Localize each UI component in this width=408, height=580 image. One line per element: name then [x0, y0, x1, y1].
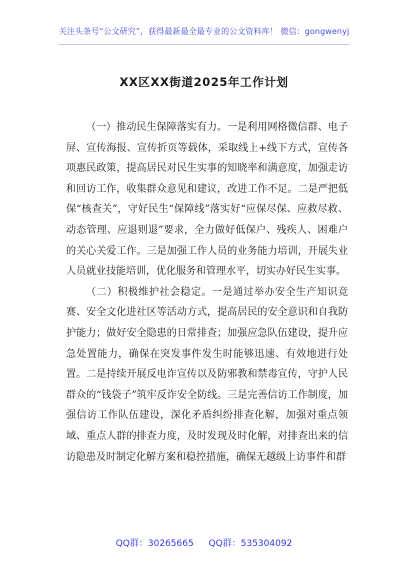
document-title: XX区XX街道2025年工作计划	[119, 75, 289, 89]
header-notice: 关注头条号“公文研究”，获得最新最全最专业的公文资料库！ 微信：gongwenyj	[58, 27, 350, 36]
header-divider	[58, 44, 350, 45]
footer-contact	[0, 536, 408, 549]
footer-qq-group-2: QQ群：535304092	[208, 539, 293, 549]
paragraph-livelihood: （一）推动民生保障落实有力。一是利用网格微信群、电子屏、宣传海报、宣传折页等载体，采取线上+线下方式，宣传各项惠民政策，提高居民对民生实事的知晓率和满意度，加强走访和回访工作，收集群众意见和建议，改进工作不足。二是严把低保“核查关”，守好民生“保障线”落实好“应保尽保、应救尽救、动态管理、应退则退”要求，全力做好低保户、残疾人、困难户的关心关爱工作。三是加强工作人员的业务能力培训，开展失业人员就业技能培训，优化服务和管理水平，切实办好民生实事。	[66, 122, 348, 278]
paragraph-stability: （二）积极维护社会稳定。一是通过举办安全生产知识竞赛、安全文化进社区等活动方式，提高居民的安全意识和自我防护能力；做好安全隐患的日常排查；加强应急队伍建设，提升应急处置能力，确保在突发事件发生时能够迅速、有效地进行处置。二是持续开展反电诈宣传以及防邪教和禁毒宣传，守护人民群众的“钱袋子”筑牢反诈安全防线。三是完善信访工作制度，加强信访工作队伍建设，深化矛盾纠纷排查化解，加强对重点领域、重点人群的排查力度，及时发现及时化解，对排查出来的信访隐患及时制定化解方案和稳控措施，确保无越级上访事件和群	[66, 286, 348, 463]
document-body	[66, 118, 348, 468]
footer-qq-group-1: QQ群：30265665	[115, 539, 194, 549]
